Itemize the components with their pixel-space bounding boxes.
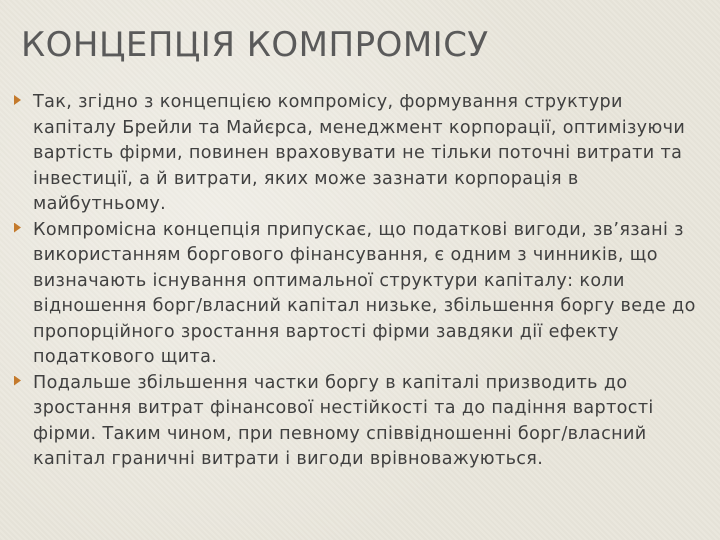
bullet-list — [14, 90, 704, 473]
bullet-item — [14, 90, 704, 218]
bullet-arrow-icon — [14, 376, 21, 386]
bullet-item — [14, 218, 704, 371]
bullet-text: Так, згідно з концепцією компромісу, формування структури капіталу Брейли та Майєрса, менеджмент корпорації, оптимізуючи вартість фірми, повинен враховувати не тільки поточні витрати та інвестиції, а й витрати, яких може зазнати корпорація в майбутньому. — [33, 92, 686, 214]
bullet-text: Подальше збільшення частки боргу в капіталі призводить до зростання витрат фінансової нестійкості та до падіння вартості фірми. Таким чином, при певному співвідношенні борг/власний капітал граничні витрати і вигоди врівноважуються. — [33, 372, 654, 469]
bullet-arrow-icon — [14, 95, 21, 105]
slide-title: КОНЦЕПЦІЯ КОМПРОМІСУ — [21, 25, 489, 65]
bullet-text: Компромісна концепція припускає, що податкові вигоди, зв’язані з використанням боргового фінансування, є одним з чинників, що визначають існування оптимальної структури капіталу: коли відношення борг/власний капітал низьке, збільшення боргу веде до пропорційного зростання вартості фірми завдяки дії ефекту податкового щита. — [33, 219, 696, 367]
bullet-arrow-icon — [14, 223, 21, 233]
bullet-item — [14, 371, 704, 473]
